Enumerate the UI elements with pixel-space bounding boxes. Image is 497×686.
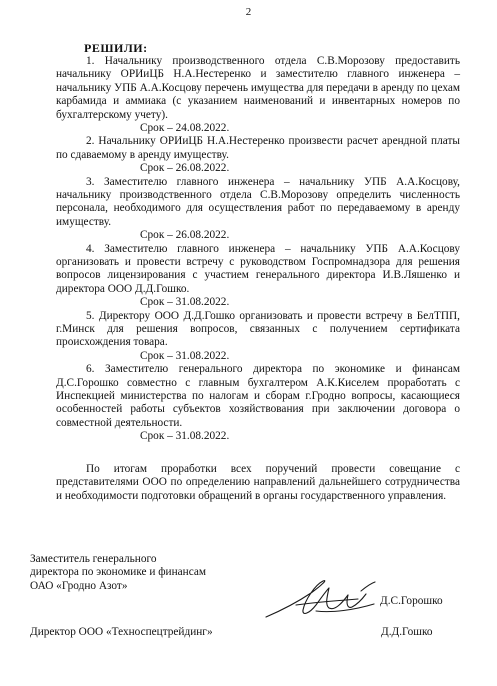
deadline-6: Срок – 31.08.2022. xyxy=(140,430,230,443)
deadline-3: Срок – 26.08.2022. xyxy=(140,229,230,242)
signatory-1-title-line: директора по экономике и финансам xyxy=(30,566,207,579)
deadline-4: Срок – 31.08.2022. xyxy=(140,296,230,309)
final-paragraph: По итогам проработки всех поручений провести совещание с представителями ООО по определению направлений дальнейшего сотрудничества и необходимости подготовки обращений в органы государственного управления. xyxy=(56,462,460,502)
deadline-1: Срок – 24.08.2022. xyxy=(140,122,230,135)
signatory-1-title xyxy=(30,553,206,593)
signatory-1-title-line: Заместитель генерального xyxy=(30,553,157,565)
decision-item-2: 2. Начальнику ОРИиЦБ Н.А.Нестеренко произвести расчет арендной платы по сдаваемому в аренду имуществу. xyxy=(56,135,460,161)
handwritten-signature xyxy=(262,570,387,625)
deadline-5: Срок – 31.08.2022. xyxy=(140,349,230,362)
deadline-2: Срок – 26.08.2022. xyxy=(140,162,230,175)
signatory-1-title-line: ОАО «Гродно Азот» xyxy=(30,579,128,592)
decision-heading: РЕШИЛИ: xyxy=(84,41,148,55)
decision-item-5: 5. Директору ООО Д.Д.Гошко организовать и провести встречу в БелТПП, г.Минск для решения вопросов, связанных с получением сертификата происхождения товара. xyxy=(56,309,460,349)
signatory-2-name: Д.Д.Гошко xyxy=(381,626,433,638)
decision-item-4: 4. Заместителю главного инженера – начальнику УПБ А.А.Косцову организовать и провести встречу с руководством Госпромнадзора для решения вопросов лицензирования с участием генерального директора И.В.Ляшенко и директора ООО Д.Д.Гошко. xyxy=(56,242,460,295)
decision-item-1: 1. Начальнику производственного отдела С.В.Морозову предоставить начальнику ОРИиЦБ Н.А.Нестеренко и заместителю главного инженера – начальнику УПБ А.А.Косцову перечень имущества для передачи в аренду по цехам карбамида и аммиака (с указанием наименований и инвентарных номеров по бухгалтерскому учету). xyxy=(56,55,460,121)
decision-list xyxy=(56,55,460,503)
decision-item-6: 6. Заместителю генерального директора по экономике и финансам Д.С.Горошко совместно с главным бухгалтером А.К.Киселем проработать с Инспекцией министерства по налогам и сборам г.Гродно вопросы, касающиеся особенностей работы субъектов хозяйствования при заключении договора о совместной деятельности. xyxy=(56,363,460,429)
signatory-2-title: Директор ООО «Техноспецтрейдинг» xyxy=(30,626,213,638)
decision-item-3: 3. Заместителю главного инженера – начальнику УПБ А.А.Косцову, начальнику производственного отдела С.В.Морозову определить численность персонала, необходимого для осуществления работ по передаваемому в аренду имуществу. xyxy=(56,175,460,228)
signatory-1-name: Д.С.Горошко xyxy=(380,595,443,607)
page-number: 2 xyxy=(245,6,252,18)
